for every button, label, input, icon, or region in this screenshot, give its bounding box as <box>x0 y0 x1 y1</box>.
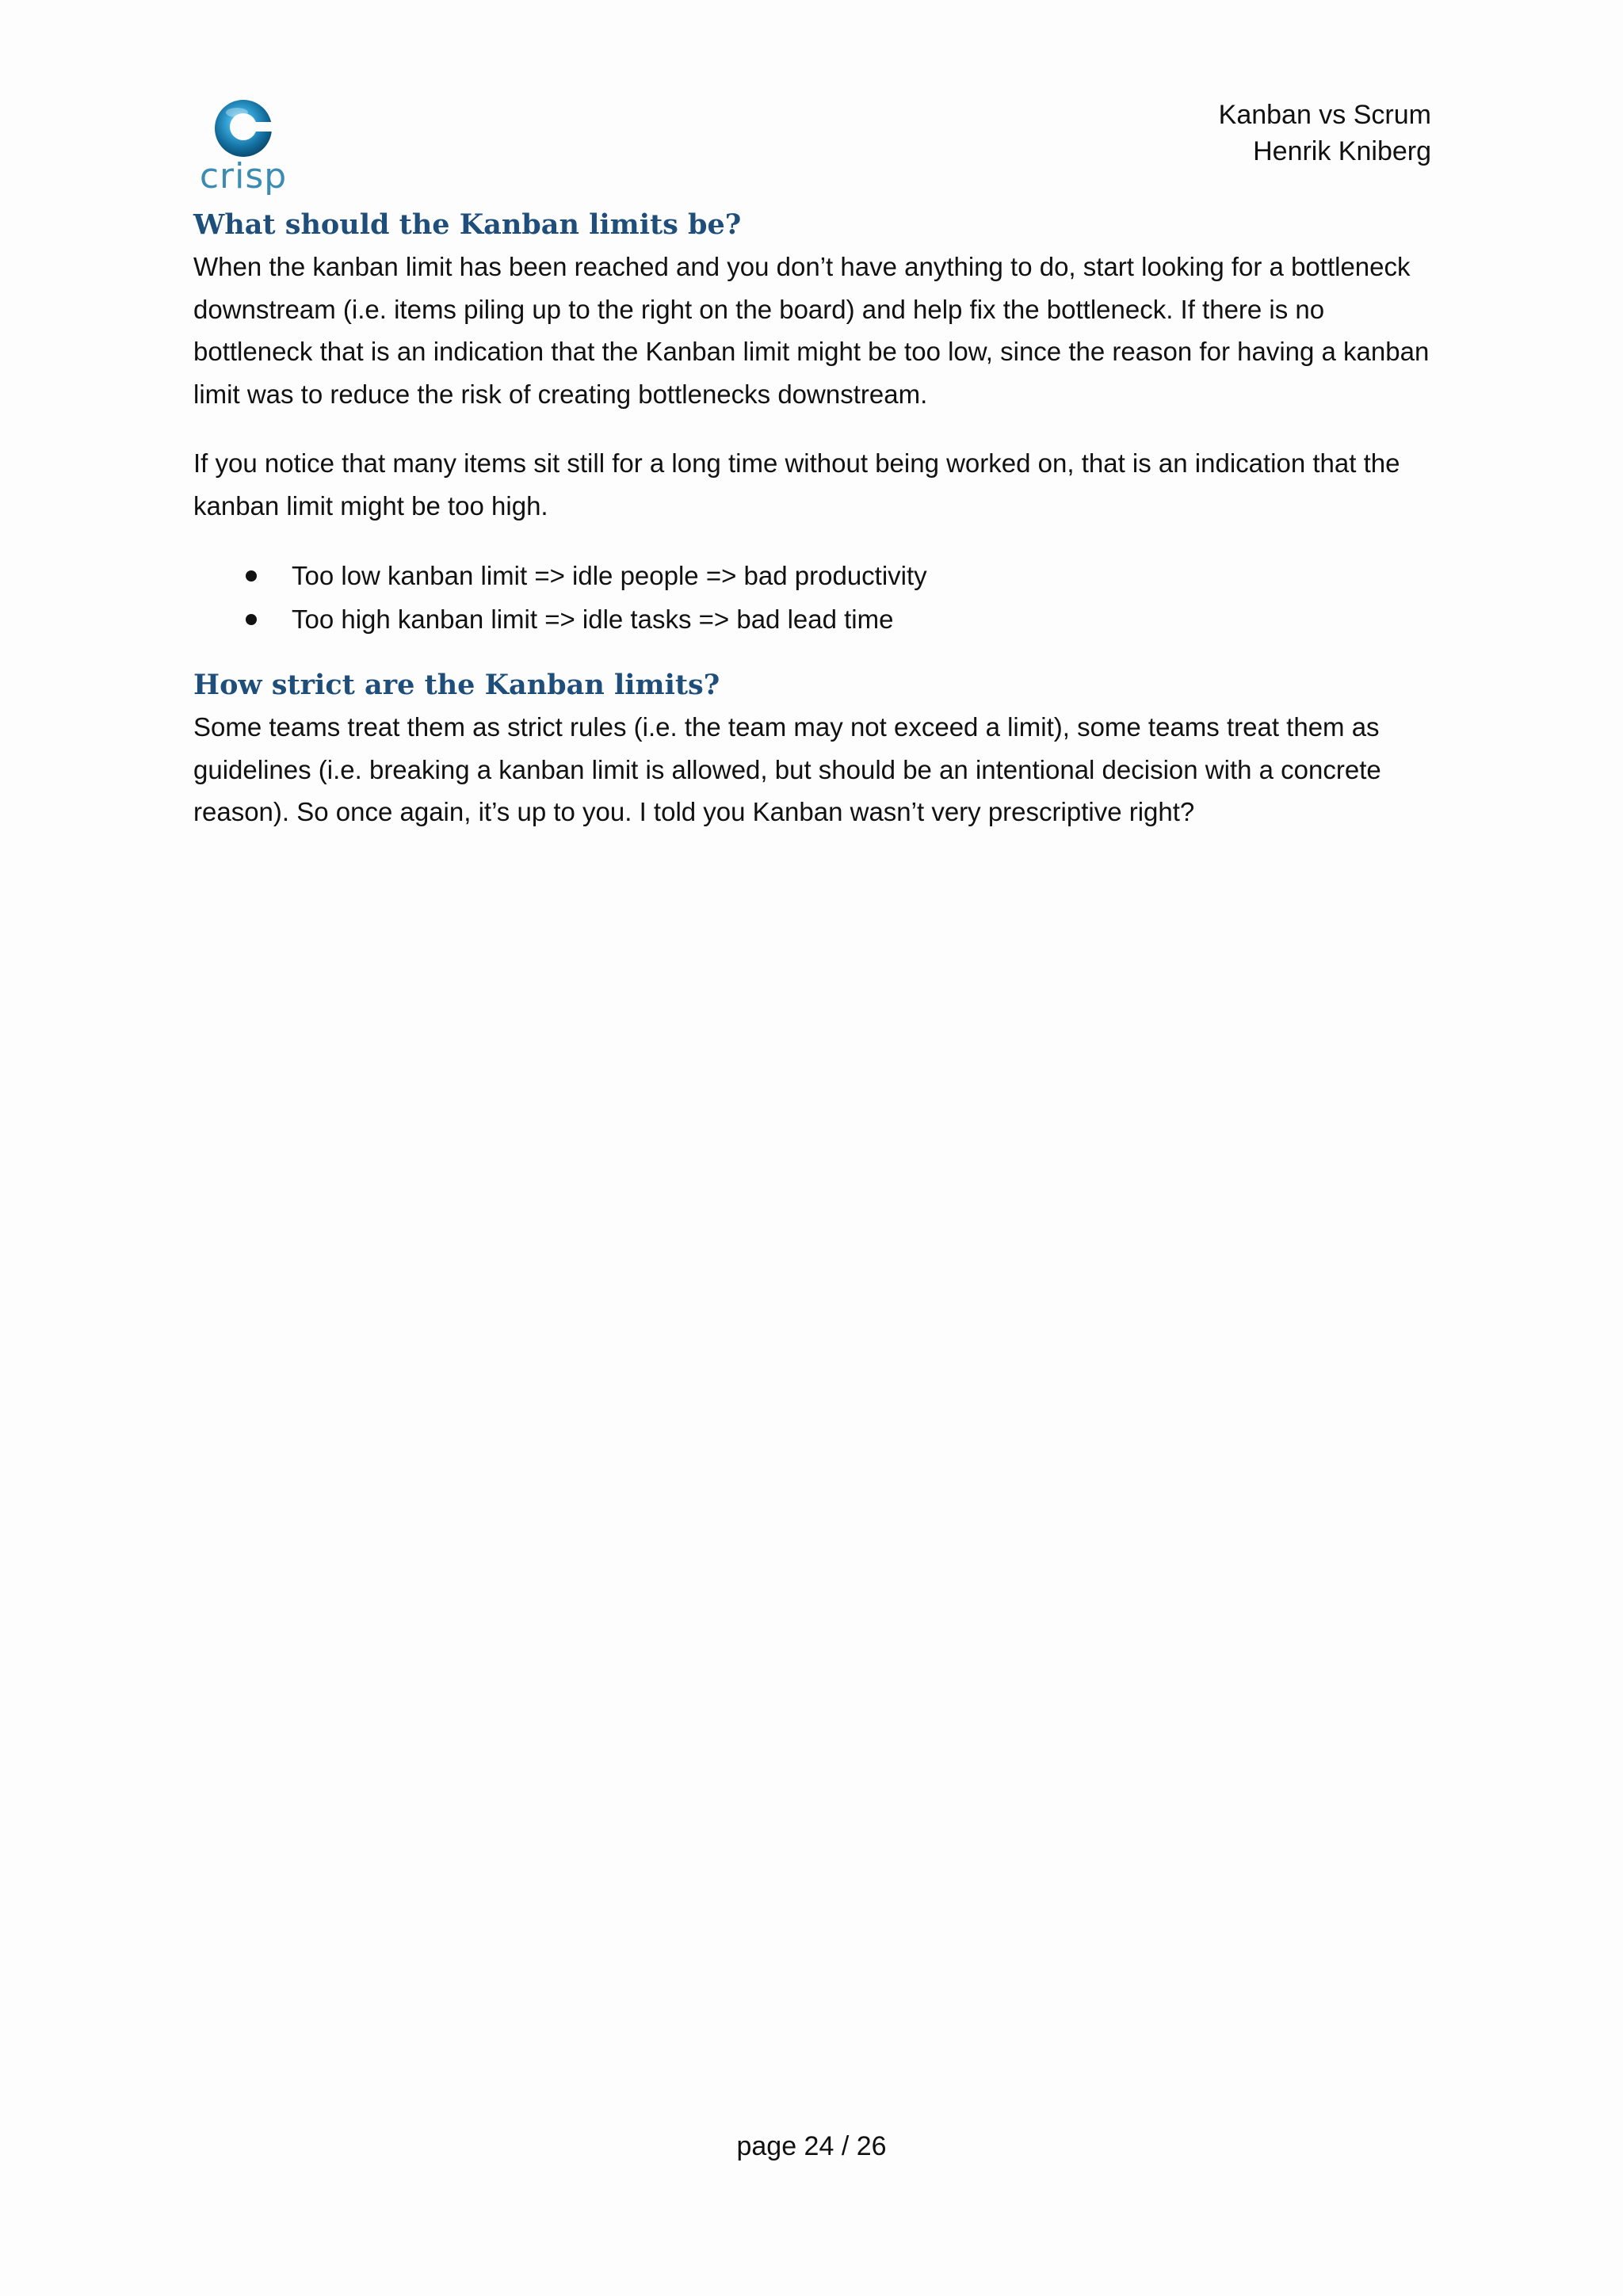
logo-wordmark: crisp <box>199 156 288 196</box>
paragraph: If you notice that many items sit still for a long time without being worked on, that is an indication that the kanban limit might be too high. <box>193 448 1400 521</box>
crisp-logo-icon <box>193 95 293 162</box>
section-heading-strictness: How strict are the Kanban limits? <box>193 669 720 701</box>
section-heading-limits: What should the Kanban limits be? <box>193 208 742 241</box>
paragraph: Some teams treat them as strict rules (i.e. the team may not exceed a limit), some teams treat them as guidelines (i.e. breaking a kanban limit is allowed, but should be an intentional decision with a concrete reason). So once again, it’s up to you. I told you Kanban wasn’t very prescriptive right? <box>193 712 1381 826</box>
running-header <box>1219 97 1431 170</box>
bullet-icon <box>246 614 257 625</box>
crisp-logo <box>193 95 293 198</box>
page-content <box>193 204 1438 833</box>
document-title: Kanban vs Scrum <box>1218 100 1431 130</box>
list-item-text: Too low kanban limit => idle people => bad productivity <box>292 561 927 590</box>
bullet-list <box>193 554 1438 641</box>
list-item <box>193 554 1438 597</box>
bullet-icon <box>246 570 257 582</box>
document-author: Henrik Kniberg <box>1253 136 1431 166</box>
page-number: page 24 / 26 <box>736 2131 887 2161</box>
list-item-text: Too high kanban limit => idle tasks => bad lead time <box>292 605 894 634</box>
paragraph: When the kanban limit has been reached and you don’t have anything to do, start looking for a bottleneck downstream (i.e. items piling up to the right on the board) and help fix the bottleneck. If there is no bottleneck that is an indication that the Kanban limit might be too low, since the reason for having a kanban limit was to reduce the risk of creating bottlenecks downstream. <box>193 252 1430 409</box>
list-item <box>193 597 1438 641</box>
